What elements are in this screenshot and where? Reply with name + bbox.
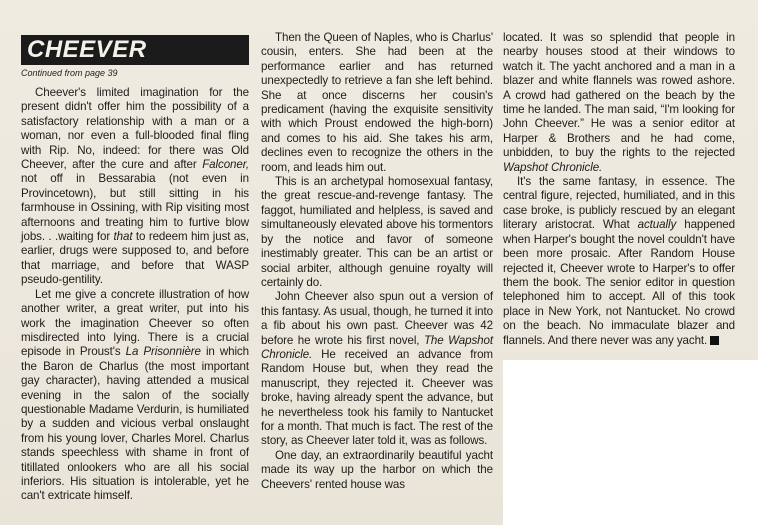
blank-region xyxy=(503,360,758,532)
paragraph: located. It was so splendid that people in nearby houses stood at their windows to watch it. The yacht anchored and a man in a blazer and white flannels was rowed ashore. A crowd had gathered on the beach by the time he landed. The man said, “I'm looking for John Cheever.” He was a senior editor at Harper & Brothers and he had come, unbidden, to buy the rights to the rejected Wapshot Chronicle. xyxy=(503,31,735,174)
paragraph: Let me give a concrete illustration of how another writer, a great writer, put into his work the imagination Cheever so often misdirected into lying. There is a crucial episode in Proust's La Prisonnière in which the Baron de Charlus (the most important gay character), having attended a musical evening in the salon of the socially questionable Madame Verdurin, is humiliated by a sudden and vicious verbal onslaught from his young lover, Charles Morel. Charlus stands speechless with shame in front of titillated onlookers who are all his social inferiors. His situation is intolerable, yet he can't extricate himself. xyxy=(21,287,249,503)
column-1 xyxy=(21,86,249,504)
column-2 xyxy=(261,31,493,492)
paragraph: It's the same fantasy, in essence. The central figure, rejected, humiliated, and in this case broke, is publicly rescued by an elegant literary aristocrat. What actually happened when Harper's bought the novel couldn't have been more prosaic. After Random House rejected it, Cheever wrote to Harper's to offer them the book. The senior editor in question telephoned him to accept. All of this took place in New York, not Nantucket. No crowd on the beach. No immaculate blazer and flannels. And there never was any yacht. xyxy=(503,175,736,347)
end-of-article-square-icon xyxy=(710,336,719,345)
column-3 xyxy=(503,31,735,348)
article-title: CHEEVER xyxy=(27,36,147,63)
paragraph: John Cheever also spun out a version of this fantasy. As usual, though, he turned it into a fib about his own past. Cheever was 42 before he wrote his first novel, The Wapshot Chronicle. He received an advance from Random House but, when they read the manuscript, they rejected it. Cheever was broke, having already spent the advance, but he nevertheless took his family to Nantucket for a month. That much is fact. The rest of the story, as Cheever later told it, was as follows. xyxy=(261,290,493,448)
continued-note: Continued from page 39 xyxy=(21,68,118,78)
paragraph: Then the Queen of Naples, who is Charlus' cousin, enters. She had been at the performance earlier and has returned unexpectedly to retrieve a fan she left behind. She at once discerns her cousin's predicament (having the exquisite sensitivity with which Proust endowed the high-born) and comes to his aid. She takes his arm, declines even to recognize the others in the room, and leads him out. xyxy=(261,31,493,174)
paragraph: One day, an extraordinarily beautiful yacht made its way up the harbor on which the Cheevers' rented house was xyxy=(261,448,493,491)
article-header-bar xyxy=(21,35,249,65)
scan-bottom-edge xyxy=(0,525,503,532)
paragraph: This is an archetypal homosexual fantasy, the great rescue-and-revenge fantasy. The faggot, humiliated and helpless, is saved and simultaneously elevated above his tormentors by the notice and favor of someone inestimably greater. This can be an artist or social arbiter, although genuine royalty will certainly do. xyxy=(261,175,493,289)
paragraph: Cheever's limited imagination for the present didn't offer him the possibility of a satisfactory relationship with a man or a woman, nor even a full-blooded final fling with Rip. No, indeed: for there was Old Cheever, after the cure and after Falconer, not off in Bessarabia (not even in Provincetown), but still sitting in his farmhouse in Ossining, with Rip visiting most afternoons and treating him to furtive blow jobs. . .waiting for that to redeem him just as, earlier, drugs were supposed to, and before that marriage, and before that WASP pseudo-gentility. xyxy=(21,86,249,287)
